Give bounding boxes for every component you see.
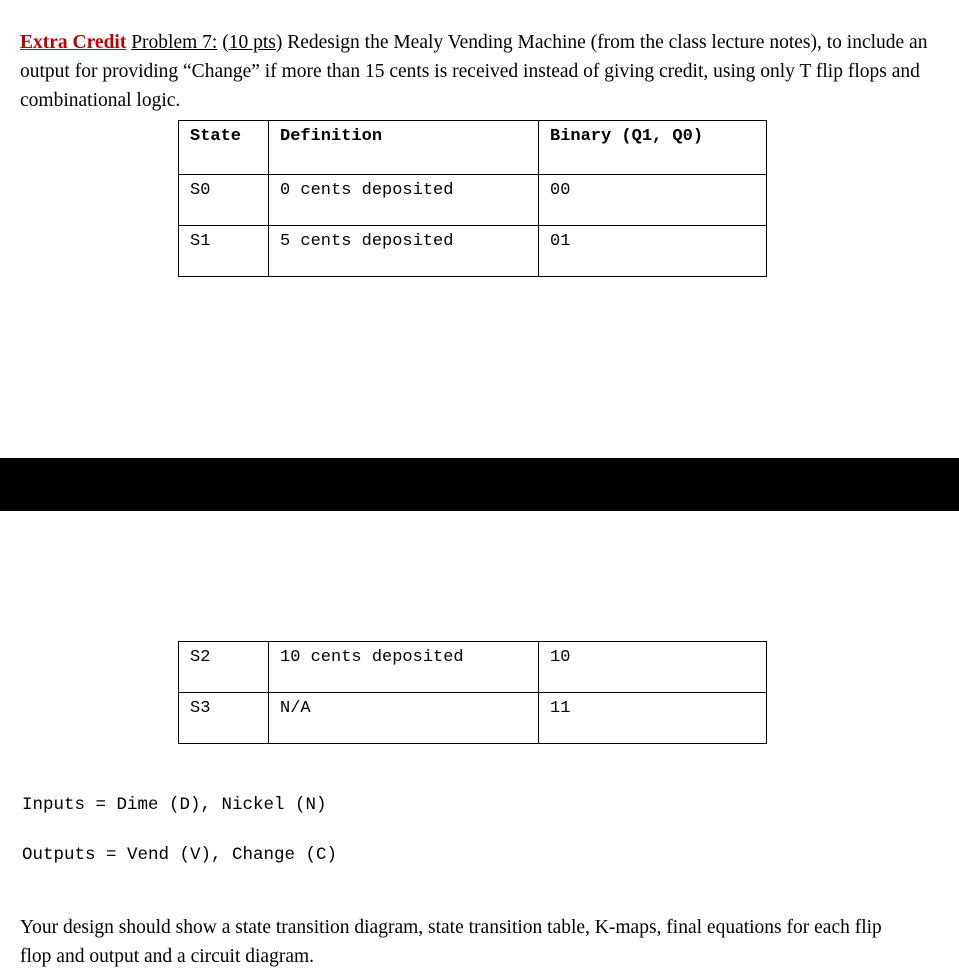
table-row [179, 226, 767, 277]
problem-points-label: (10 pts) [222, 31, 283, 53]
cell-state: S1 [179, 226, 269, 277]
extra-credit-label: Extra Credit [20, 31, 127, 53]
cell-state: S3 [179, 693, 269, 744]
cell-definition: N/A [269, 693, 539, 744]
inputs-line: Inputs = Dime (D), Nickel (N) [22, 795, 327, 815]
state-definition-table-bottom [178, 641, 767, 744]
cell-state: S2 [179, 642, 269, 693]
table-row [179, 642, 767, 693]
table-row [179, 175, 767, 226]
state-definition-table-top [178, 120, 767, 277]
header-binary: Binary (Q1, Q0) [539, 121, 767, 175]
table-row [179, 693, 767, 744]
cell-binary: 10 [539, 642, 767, 693]
redaction-band [0, 458, 959, 511]
cell-binary: 11 [539, 693, 767, 744]
cell-state: S0 [179, 175, 269, 226]
table-header-row [179, 121, 767, 175]
problem-statement [20, 28, 938, 115]
cell-binary: 00 [539, 175, 767, 226]
cell-definition: 5 cents deposited [269, 226, 539, 277]
outputs-line: Outputs = Vend (V), Change (C) [22, 845, 338, 865]
design-requirements-text: Your design should show a state transition diagram, state transition table, K-maps, final equations for each flip flop and output and a circuit diagram. [20, 916, 882, 967]
cell-definition: 10 cents deposited [269, 642, 539, 693]
header-definition: Definition [269, 121, 539, 175]
header-state: State [179, 121, 269, 175]
problem-number-label: Problem 7: [131, 31, 218, 53]
cell-binary: 01 [539, 226, 767, 277]
problem-body-text: Redesign the Mealy Vending Machine (from the class lecture notes), to include an output for providing “Change” if more than 15 cents is received instead of giving credit, using only T flip flops and combinational logic. [20, 31, 928, 111]
cell-definition: 0 cents deposited [269, 175, 539, 226]
